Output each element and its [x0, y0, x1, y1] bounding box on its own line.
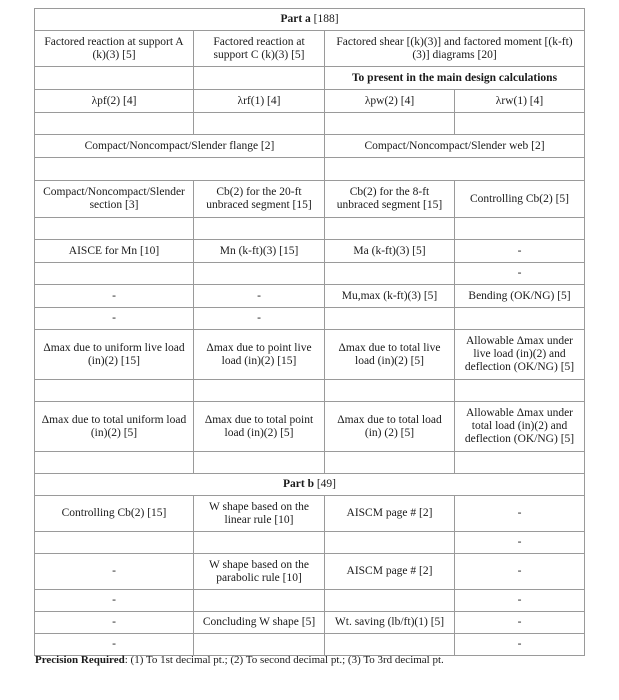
- cell-lambda-pw: λpw(2) [4]: [325, 90, 455, 113]
- cell-d-allow-live: Allowable Δmax under live load (in)(2) and deflection (OK/NG) [5]: [455, 330, 585, 380]
- part-a-header: Part a [188]: [35, 9, 585, 31]
- cell-empty: [194, 634, 325, 656]
- cell-empty: [194, 67, 325, 90]
- cell-empty: [35, 263, 194, 285]
- cell-dash: -: [35, 285, 194, 308]
- cell-empty: [35, 113, 194, 135]
- cell-empty: [35, 158, 325, 181]
- cell-empty: [325, 263, 455, 285]
- cell-empty: [194, 532, 325, 554]
- cell-section: Compact/Noncompact/Slender section [3]: [35, 181, 194, 218]
- cell-dash: -: [455, 532, 585, 554]
- cell-cb-controlling-b: Controlling Cb(2) [15]: [35, 496, 194, 532]
- cell-w-linear: W shape based on the linear rule [10]: [194, 496, 325, 532]
- cell-cb-20ft: Cb(2) for the 20-ft unbraced segment [15]: [194, 181, 325, 218]
- cell-empty: [194, 452, 325, 474]
- cell-empty: [455, 218, 585, 240]
- cell-reaction-c: Factored reaction at support C (k)(3) [5]: [194, 31, 325, 67]
- cell-aiscm-page-2: AISCM page # [2]: [325, 554, 455, 590]
- cell-dash: -: [194, 285, 325, 308]
- cell-d-total-uniform: Δmax due to total uniform load (in)(2) [5]: [35, 402, 194, 452]
- cell-dash: -: [455, 240, 585, 263]
- cell-flange: Compact/Noncompact/Slender flange [2]: [35, 135, 325, 158]
- cell-lambda-rf: λrf(1) [4]: [194, 90, 325, 113]
- cell-bending: Bending (OK/NG) [5]: [455, 285, 585, 308]
- cell-empty: [325, 452, 455, 474]
- precision-text: : (1) To 1st decimal pt.; (2) To second decimal pt.; (3) To 3rd decimal pt.: [124, 654, 444, 666]
- cell-empty: [194, 380, 325, 402]
- cell-empty: [325, 532, 455, 554]
- cell-cb-controlling: Controlling Cb(2) [5]: [455, 181, 585, 218]
- cell-empty: [455, 308, 585, 330]
- cell-empty: [325, 380, 455, 402]
- cell-dash: -: [455, 496, 585, 532]
- cell-dash: -: [455, 612, 585, 634]
- cell-d-uniform-live: Δmax due to uniform live load (in)(2) [15]: [35, 330, 194, 380]
- cell-dash: -: [35, 308, 194, 330]
- cell-d-total-live: Δmax due to total live load (in)(2) [5]: [325, 330, 455, 380]
- cell-empty: [35, 532, 194, 554]
- cell-d-total-point: Δmax due to total point load (in)(2) [5]: [194, 402, 325, 452]
- cell-empty: [455, 113, 585, 135]
- cell-empty: [325, 218, 455, 240]
- cell-d-allow-total: Allowable Δmax under total load (in)(2) and deflection (OK/NG) [5]: [455, 402, 585, 452]
- grading-table: [34, 8, 584, 656]
- cell-ma: Ma (k-ft)(3) [5]: [325, 240, 455, 263]
- cell-dash: -: [455, 590, 585, 612]
- precision-label: Precision Required: [35, 654, 125, 666]
- cell-empty: [325, 308, 455, 330]
- precision-note: [35, 654, 444, 666]
- cell-dash: -: [455, 554, 585, 590]
- cell-aisce-mn: AISCE for Mn [10]: [35, 240, 194, 263]
- cell-shear-moment: Factored shear [(k)(3)] and factored moment [(k-ft)(3)] diagrams [20]: [325, 31, 585, 67]
- cell-empty: [35, 67, 194, 90]
- cell-dash: -: [35, 634, 194, 656]
- cell-dash: -: [35, 612, 194, 634]
- cell-dash: -: [194, 308, 325, 330]
- cell-w-parabolic: W shape based on the parabolic rule [10]: [194, 554, 325, 590]
- cell-empty: [325, 113, 455, 135]
- cell-empty: [325, 590, 455, 612]
- cell-wt-saving: Wt. saving (lb/ft)(1) [5]: [325, 612, 455, 634]
- cell-mn: Mn (k-ft)(3) [15]: [194, 240, 325, 263]
- cell-w-concluding: Concluding W shape [5]: [194, 612, 325, 634]
- cell-d-point-live: Δmax due to point live load (in)(2) [15]: [194, 330, 325, 380]
- cell-reaction-a: Factored reaction at support A (k)(3) [5]: [35, 31, 194, 67]
- cell-empty: [194, 113, 325, 135]
- cell-empty: [194, 218, 325, 240]
- cell-empty: [194, 263, 325, 285]
- cell-empty: [455, 380, 585, 402]
- part-b-header: Part b [49]: [35, 474, 585, 496]
- cell-empty: [35, 380, 194, 402]
- cell-empty: [194, 590, 325, 612]
- cell-cb-8ft: Cb(2) for the 8-ft unbraced segment [15]: [325, 181, 455, 218]
- cell-dash: -: [35, 554, 194, 590]
- cell-present-note: To present in the main design calculations: [325, 67, 585, 90]
- cell-empty: [325, 158, 585, 181]
- cell-empty: [35, 218, 194, 240]
- cell-empty: [325, 634, 455, 656]
- cell-lambda-pf: λpf(2) [4]: [35, 90, 194, 113]
- cell-empty: [35, 452, 194, 474]
- cell-web: Compact/Noncompact/Slender web [2]: [325, 135, 585, 158]
- cell-d-total: Δmax due to total load (in) (2) [5]: [325, 402, 455, 452]
- cell-dash: -: [455, 634, 585, 656]
- cell-empty: [455, 452, 585, 474]
- cell-aiscm-page-1: AISCM page # [2]: [325, 496, 455, 532]
- cell-lambda-rw: λrw(1) [4]: [455, 90, 585, 113]
- cell-dash: -: [455, 263, 585, 285]
- cell-dash: -: [35, 590, 194, 612]
- cell-mu-max: Mu,max (k-ft)(3) [5]: [325, 285, 455, 308]
